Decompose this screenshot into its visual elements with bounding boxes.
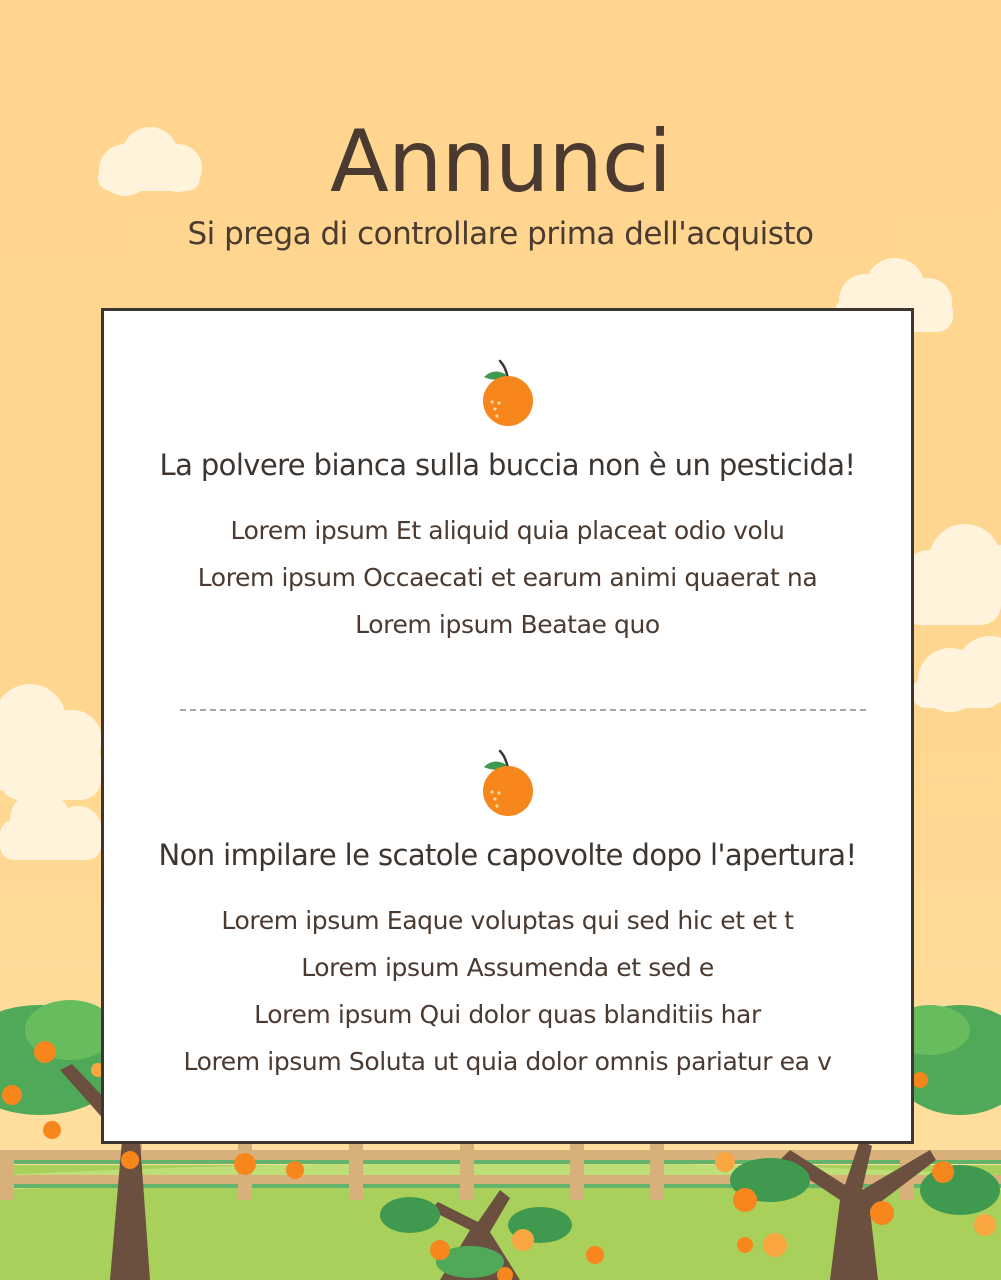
- notice-line: Lorem ipsum Occaecati et earum animi quaerat na: [197, 563, 818, 592]
- notice-section-1: [104, 359, 911, 648]
- orange-icon: [480, 749, 536, 819]
- page-subtitle: Si prega di controllare prima dell'acquisto: [187, 216, 814, 252]
- notice-line: Lorem ipsum Qui dolor quas blanditiis har: [254, 1000, 761, 1029]
- notice-body: [104, 897, 911, 1085]
- notice-line: Lorem ipsum Et aliquid quia placeat odio volu: [230, 516, 785, 545]
- notice-heading: La polvere bianca sulla buccia non è un pesticida!: [159, 448, 856, 482]
- notice-section-2: [104, 749, 911, 1085]
- notice-line: Lorem ipsum Eaque voluptas qui sed hic et et t: [221, 906, 794, 935]
- notice-heading: Non impilare le scatole capovolte dopo l'apertura!: [158, 838, 857, 872]
- section-divider: [180, 709, 866, 711]
- notice-line: Lorem ipsum Beatae quo: [355, 610, 660, 639]
- cloud-right-middle: [900, 524, 1001, 712]
- cloud-left-middle: [0, 684, 102, 860]
- notice-line: Lorem ipsum Soluta ut quia dolor omnis pariatur ea v: [183, 1047, 832, 1076]
- notice-body: [104, 507, 911, 648]
- notice-card: [101, 308, 914, 1144]
- page-title: Annunci: [329, 112, 672, 212]
- orange-icon: [480, 359, 536, 429]
- notice-line: Lorem ipsum Assumenda et sed e: [301, 953, 714, 982]
